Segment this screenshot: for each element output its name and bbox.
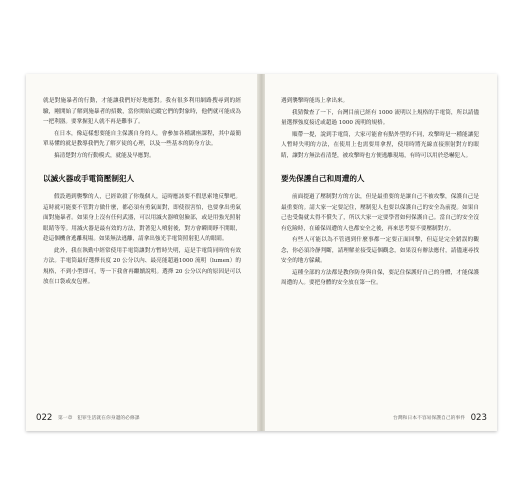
page-number: 022 (36, 413, 53, 423)
running-head: 第一章 犯罪生活就在你身邊的必修課 (58, 416, 140, 421)
left-footer (26, 407, 258, 425)
paragraph: 我猜微查了一下，台灣目前已經有 1000 流明以上規格的手電筒，所以請儘量選擇強度接近或超過 1000 流明的規格。 (281, 109, 479, 126)
paragraph: 假設遇到襲擊的人，已經欲殺了你幾個人，這時應該要不假思索地反擊吧。這時就可能要不管對方做什麼，都必須有勇氣面對，即使很害怕，也要拿出勇氣面對施暴者。如果身上沒有任何武器，可以用滅火器噴射臉部，或是用強光照射眼睛等等。用滅火器是最有效的方法，對著犯人噴射後，對方會瞬間睜不開眼，趁這個機會逃離現場。如果無法逃離，請拿出強光手電筒照射犯人的眼睛。 (43, 194, 241, 242)
right-footer (265, 407, 497, 425)
paragraph: 前面提過了壓制對方的方法，但是最重要的是讓自己不被攻擊，保護自己是最重要的。請大家一定要記住，壓制犯人也要以保護自己的安全為前提。如果自己也受傷就太得不償失了，所以大家一定要學習如何保護自己。當自己的安全沒有危險時，在確保周遭的人也都安全之後，再來思考要不要壓制對方。 (281, 194, 479, 232)
section-heading: 要先保護自己和周遭的人 (281, 174, 365, 183)
section-heading: 以滅火器或手電筒壓制犯人 (43, 174, 135, 183)
paragraph: 遇到襲擊時能馬上拿出來。 (281, 98, 349, 104)
left-page-content (43, 96, 241, 289)
paragraph: 就是對施暴者的行動，才能讓我們好好地應對。我有很多利用網路搜尋到的經驗，剛開始了解到施暴者的招數，當你開始追蹤它們的對象時，他們就可能成為一把利器。要掌握犯人就不再是難事了。 (43, 98, 241, 125)
running-head: 台灣和日本不容易保護自己的事件 (393, 416, 465, 421)
paragraph: 搞清楚對方的行動模式，就能及早應對。 (54, 152, 155, 159)
paragraph: 在日本，像這樣想要能自主保護自身的人，會參加各種講座課程，其中最簡單易懂的就是教導我們先了解歹徒的心理，以及一些基本的防身方法。 (43, 130, 241, 147)
left-page (26, 74, 258, 431)
paragraph: 此外，我在執勤中經常使用手電筒讓對方暫時失明，這是手電筒同時的有效方法。手電筒最好選擇長度 20 公分以內、最亮能超過1000 流明（lumen）的規格，不到小型即可，等一下我會再繼續說明。選擇 20 公分以內的原因是可以放在口袋或皮包裡。 (43, 247, 241, 285)
right-page-content (281, 96, 479, 290)
paragraph: 有些人可能以為不管遇到什麼事都一定要正面回擊，但這是完全錯誤的觀念，你必須冷靜判斷，請理解並接受這個觀念，如果沒有辦法應付，請儘速尋找安全的地方躲藏。 (281, 237, 479, 264)
right-page (265, 74, 497, 431)
book-spread (26, 74, 497, 431)
paragraph: 這種全部的方法都是教你防身與自保，要記住保護好自己的身體，才能保護周遭的人。要把身體的安全放在第一位。 (281, 269, 479, 286)
page-number: 023 (470, 413, 487, 423)
paragraph: 順帶一提，說到手電筒，大家可能會有點外型的不同，攻擊時是一種能讓犯人暫時失明的方法，在使用上也需要用拿捏，使用時將光線直接照射對方的眼睛，讓對方無法看清楚，被攻擊時也方便逃離現場，有時可以用於恐嚇犯人。 (281, 131, 479, 159)
